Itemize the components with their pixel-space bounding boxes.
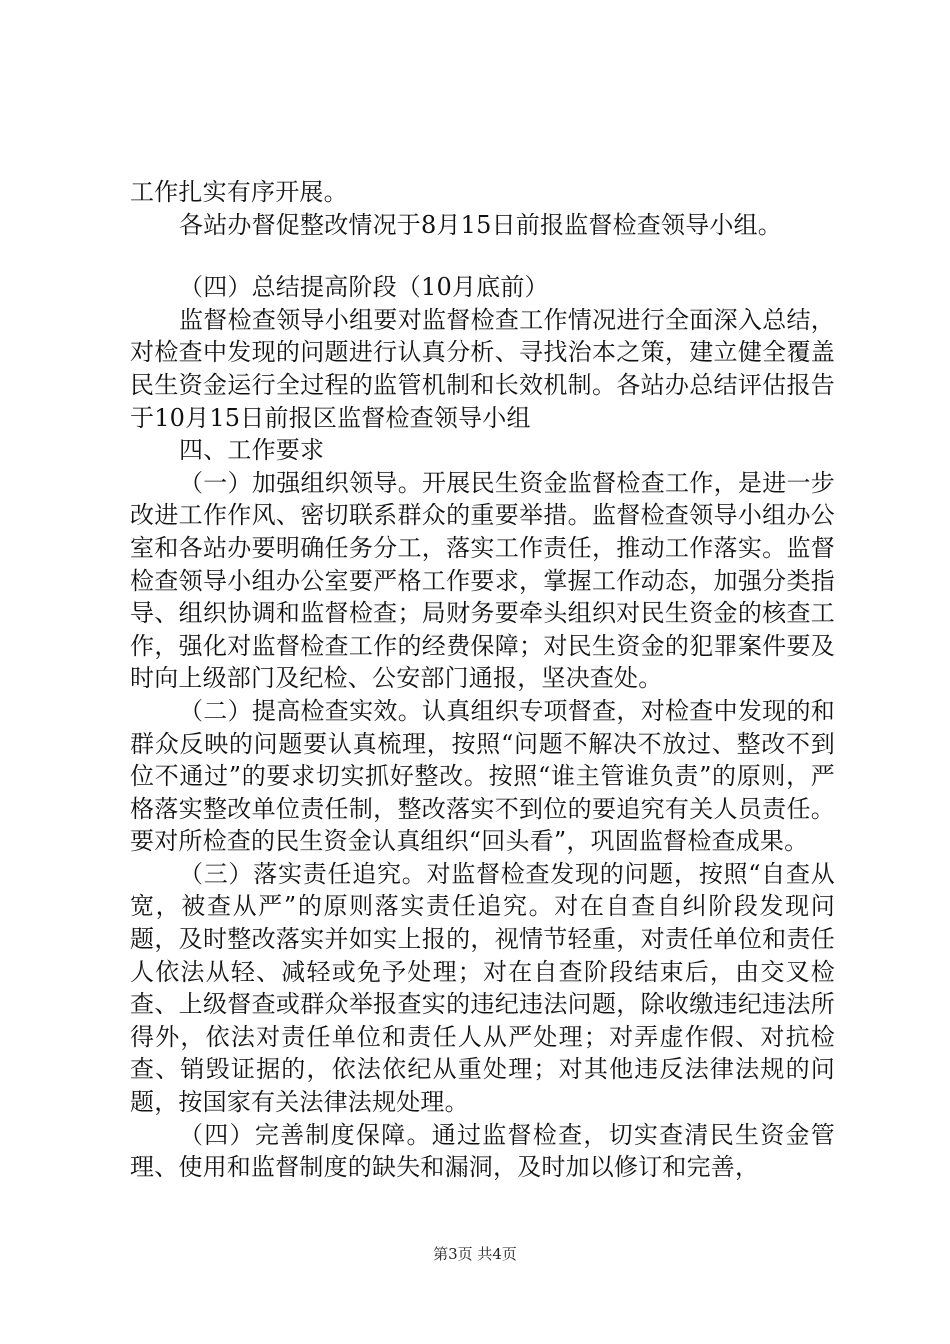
page-number: 第3页 共4页 (433, 1245, 517, 1263)
document-body (130, 176, 835, 1184)
page-footer (0, 1244, 950, 1264)
paragraph-accountability: （三）落实责任追究。对监督检查发现的问题，按照“自查从宽，被查从严”的原则落实责任追究。对在自查自纠阶段发现问题，及时整改落实并如实上报的，视情节轻重，对责任单位和责任人依法从轻、减轻或免予处理；对在自查阶段结束后，由交叉检查、上级督查或群众举报查实的违纪违法问题，除收缴违纪违法所得外，依法对责任单位和责任人从严处理；对弄虚作假、对抗检查、销毁证据的，依法依纪从重处理；对其他违反法律法规的问题，按国家有关法律法规处理。 (130, 859, 835, 1117)
paragraph-report-deadline: 各站办督促整改情况于8月15日前报监督检查领导小组。 (179, 210, 783, 239)
paragraph-organization-leadership: （一）加强组织领导。开展民生资金监督检查工作，是进一步改进工作作风、密切联系群众的重要举措。监督检查领导小组办公室和各站办要明确任务分工，落实工作责任，推动工作落实。监督检查领导小组办公室要严格工作要求，掌握工作动态，加强分类指导、组织协调和监督检查；局财务要牵头组织对民生资金的核查工作，强化对监督检查工作的经费保障；对民生资金的犯罪案件要及时向上级部门及纪检、公安部门通报，坚决查处。 (130, 468, 835, 693)
section-heading-work-requirements: 四、工作要求 (179, 436, 325, 465)
paragraph-system-guarantee: （四）完善制度保障。通过监督检查，切实查清民生资金管理、使用和监督制度的缺失和漏洞，及时加以修订和完善， (130, 1120, 835, 1182)
paragraph-continuation: 工作扎实有序开展。 (130, 178, 348, 206)
paragraph-summary-stage: 监督检查领导小组要对监督检查工作情况进行全面深入总结，对检查中发现的问题进行认真分析、寻找治本之策，建立健全覆盖民生资金运行全过程的监管机制和长效机制。各站办总结评估报告于10月15日前报区监督检查领导小组 (130, 305, 835, 432)
section-heading-summary-stage: （四）总结提高阶段（10月底前） (179, 273, 549, 302)
paragraph-inspection-effectiveness: （二）提高检查实效。认真组织专项督查，对检查中发现的和群众反映的问题要认真梳理，按照“问题不解决不放过、整改不到位不通过”的要求切实抓好整改。按照“谁主管谁负责”的原则，严格落实整改单位责任制，整改落实不到位的要追究有关人员责任。要对所检查的民生资金认真组织“回头看”，巩固监督检查成果。 (130, 696, 835, 856)
